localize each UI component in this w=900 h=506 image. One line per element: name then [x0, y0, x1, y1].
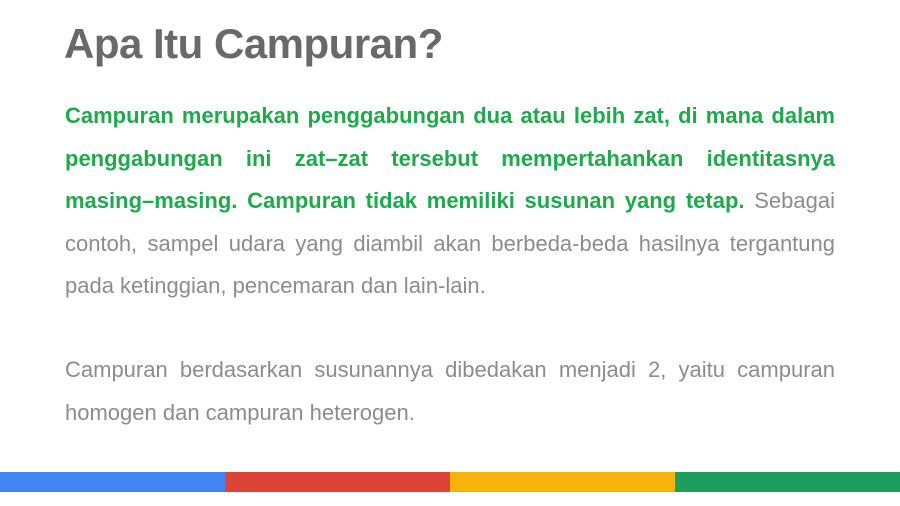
- paragraph-definition: [65, 95, 835, 308]
- paragraph-definition-example: Sebagai contoh, sampel udara yang diambil akan berbeda-beda hasilnya tergantung pada ketinggian, pencemaran dan lain-lain.: [65, 188, 835, 298]
- footer-segment-blue: [0, 472, 225, 492]
- footer-segment-yellow: [450, 472, 675, 492]
- slide-title: Apa Itu Campuran?: [64, 20, 443, 67]
- footer-color-bar: [0, 472, 900, 492]
- footer-segment-red: [225, 472, 450, 492]
- paragraph-classification: Campuran berdasarkan susunannya dibedakan menjadi 2, yaitu campuran homogen dan campuran heterogen.: [65, 357, 835, 425]
- footer-segment-green: [675, 472, 900, 492]
- paragraph-definition-highlight: Campuran merupakan penggabungan dua atau lebih zat, di mana dalam penggabungan ini zat–zat tersebut mempertahankan identitasnya masing–masing. Campuran tidak memiliki susunan yang tetap.: [65, 103, 835, 213]
